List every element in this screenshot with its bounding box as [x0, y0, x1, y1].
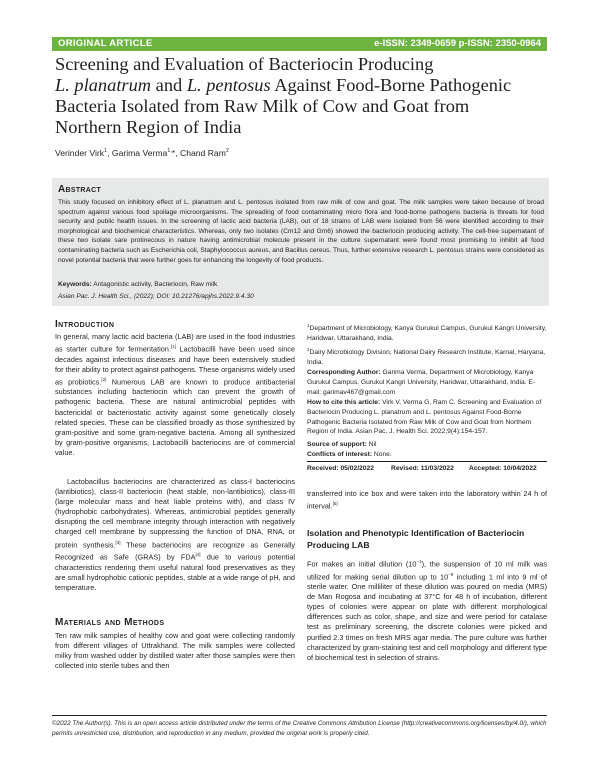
intro-paragraph-2: Lactobacillus bacteriocins are characterized as class-I bacteriocins (lantibiotics), class-II bacteriocin (heat stable, non-lantibiotics), class-III (large molecular mass and heat liable proteins with), and class IV (hydrophobic carbohydrates). Whereas, antimicrobial peptides generally disrupting the cell membrane integrity through interaction with negatively charged cell membrane by suppressing the function of DNA, RNA, or protein synthesis.[3] These bacteriocins are recognize as Generally Recognized as Safe (GRAS) by FDA[4] due to various potential characteristics rendering them useful natural food preservatives as they are small hydrophobic cationic peptides, stable at a wide range of pH, and temperature. [55, 477, 296, 592]
how-to-cite: How to cite this article: Virk V, Verma G, Ram C. Screening and Evaluation of Bacteriocin Producing L. planatrum and L. pentosus Against Food-Borne Pathogenic Bacteria Isolated from Raw Milk of Cow and Goat from Northern Region of India. Asian Pac. J. Health Sci. 2022;9(4):154-157. [307, 399, 542, 436]
dates-divider [307, 461, 547, 462]
keywords: Keywords: Antagonistic activity, Bacteriocin, Raw milk [58, 281, 218, 288]
affiliation-2: $^2$Dairy Microbiology Division, National Dairy Research Institute, Karnal, Haryana, India. [307, 347, 546, 367]
header-bar [52, 37, 547, 51]
revised-date: Revised: 11/03/2022 [391, 465, 454, 472]
article-title: Screening and Evaluation of Bacteriocin Producing L. planatrum and L. pentosus Against Food-Borne Pathogenic Bacteria Isolated from Raw Milk of Cow and Goat from Northern Region of India [55, 54, 512, 137]
issn-label: e-ISSN: 2349-0659 p-ISSN: 2350-0964 [374, 38, 541, 49]
isolation-subheading: Isolation and Phenotypic Identification of Bacteriocin Producing LAB [307, 528, 525, 550]
methods-paragraph-1: Ten raw milk samples of healthy cow and goat were collecting randomly from different villages of Uttrakhand. The milk samples were collected milky from washed udder by distilled water after those samples were then collected into sterile tubes and then [55, 631, 295, 671]
corresponding-author: Corresponding Author: Garima Verma, Department of Microbiology, Kanya Gurukul Campus, Gurukul Kangri University, Haridwar, Uttarakhand, India. E-mail: garimav467@gmail.com [307, 369, 536, 396]
intro-paragraph-1: In general, many lactic acid bacteria (LAB) are used in the food industries as starter culture for fermentation.[1] Lactobacilli have been used since decades against infectious diseases and have been extensively studied for their ability to protect against pathogens. These organisms widely used as probiotics.[2] Numerous LAB are known to produce antibacterial substances including bacteriocin which can prevent the growth of pathogenic bacteria. These are natural antimicrobial peptides with bactericidal or bacteriostatic activity against some genetically closely related species. These can be classified broadly as those synthesized by gram-positive and some gram-negative bacteria. Among all synthesized by gram-positive organisms, Lactobacilli bacteriocins are of commercial value. [55, 332, 295, 457]
intro-heading: Introduction [55, 319, 115, 330]
author-list: Verinder Virk$^1$, Garima Verma$^{1,}$*, Chand Ram$^2$ [55, 148, 229, 158]
affiliation-1: $^1$Department of Microbiology, Kanya Gurukul Campus, Gurukul Kangri University, Haridwar, Uttarakhand, India. [307, 323, 547, 343]
received-date: Received: 05/02/2022 [307, 465, 374, 472]
conflicts-of-interest: Conflicts of interest: None. [307, 451, 392, 458]
license-footer: ©2022 The Author(s). This is an open access article distributed under the terms of the Creative Commons Attribution License (http://creativecommons.org/licenses/by/4.0/), which permits unrestricted use, distribution, and reproduction in any medium, provided the original work is properly cited. [52, 720, 547, 737]
journal-citation: Asian Pac. J. Health Sci., (2022); DOI: 10.21276/apjhs.2022.9.4.30 [58, 293, 254, 300]
accepted-date: Accepted: 10/04/2022 [469, 465, 537, 472]
abstract-text: This study focused on inhibitory effect of L. planatrum and L. pentosus isolated from raw milk of cow and goat. The milk samples were taken because of broad spectrum against various food spoilage microorganisms. The spreading of food contaminating micro flora and food-borne pathogens bacteria is threats for food security and public health issues. In the screening of lactic acid bacteria (LAB), out of 18 strains of LAB were isolated from 56 were identified according to their morphological and biochemical characteristics. Whereas, only two isolates (Cm12 and Gm6) showed the bacteriocin producing activity. The cell-free supernatant of these two isolate sare protinecous in nature having antimicrobial molecule present in the culture supernatant were found most promising to inhibit all food contaminating bacteria such as Escherichia coli, Staphylococcus aureus, and Bacillus cereus. Thus, further extensive research L. pentosus strains were considered as novel potential bacteria that were further goes for enhancing the longevity of food products. [58, 199, 544, 264]
source-of-support: Source of support: Nil [307, 441, 377, 448]
footer-divider [52, 715, 547, 716]
abstract-heading: Abstract [58, 184, 102, 195]
methods-heading: Materials and Methods [55, 617, 165, 628]
transfer-paragraph: transferred into ice box and were taken into the laboratory within 24 h of interval.[5] [307, 489, 547, 511]
article-type-label: ORIGINAL ARTICLE [58, 38, 153, 49]
isolation-paragraph: For makes an initial dilution $(10^{-1})$, the suspension of 10 ml milk was utilized for making serial dilution up to $10^{-9}$ including 1 ml into 9 ml of sterile water. One milliliter of these dilution was poured on media (MRS) de Man Rogosa and incubating at 37°C for 48 h of incubation, different types of colonies were appear on plate with different morphological differences such as color, shape, and size and were period for catalase test as preliminary screening, the discrete colonies were picked and purified 2.3 times on fresh MRS agar media. The pure culture was further characterized by gram-staining test and cell morphology and different type of biochemical test in selection of strains. [307, 559, 547, 662]
